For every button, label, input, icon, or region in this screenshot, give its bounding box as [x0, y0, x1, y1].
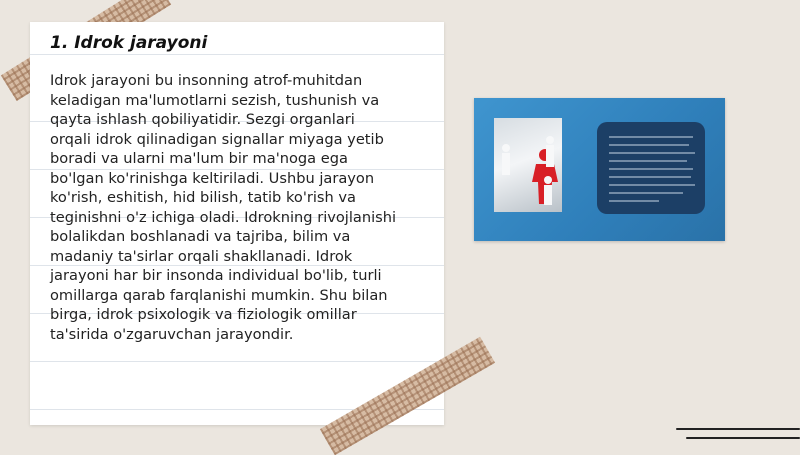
panel-text-line [609, 192, 683, 194]
white-figures-icon [498, 128, 558, 208]
crowd-photo [494, 118, 562, 212]
slide-heading: 1. Idrok jarayoni [50, 33, 208, 53]
panel-text-line [609, 152, 695, 154]
panel-text-line [609, 144, 689, 146]
slide-body-text: Idrok jarayoni bu insonning atrof-muhitdan keladigan ma'lumotlarni sezish, tushunish va qayta ishlash qobiliyatidir. Sezgi organlari orqali idrok qilinadigan signallar miyaga yetib boradi va ularni ma'lum bir ma'noga ega bo'lgan ko'rinishga keltiriladi. Ushbu jarayon ko'rish, eshitish, hid bilish, tatib ko'rish va teginishni o'z ichiga oladi. Idrokning rivojlanishi bolalikdan boshlanadi va tajriba, bilim va madaniy ta'sirlar orqali shakllanadi. Idrok jarayoni har bir insonda individual bo'lib, turli omillarga qarab farqlanishi mumkin. Shu bilan birga, idrok psixologik va fiziologik omillar ta'sirida o'zgaruvchan jarayondir. [50, 72, 397, 343]
decorative-rule [676, 428, 800, 430]
panel-text-line [609, 176, 691, 178]
illustration-text-panel [597, 122, 705, 214]
panel-text-line [609, 160, 687, 162]
slide-illustration [474, 98, 725, 241]
panel-text-line [609, 200, 659, 202]
decorative-rule [686, 437, 800, 439]
panel-text-line [609, 136, 693, 138]
panel-text-line [609, 184, 695, 186]
panel-text-line [609, 168, 693, 170]
